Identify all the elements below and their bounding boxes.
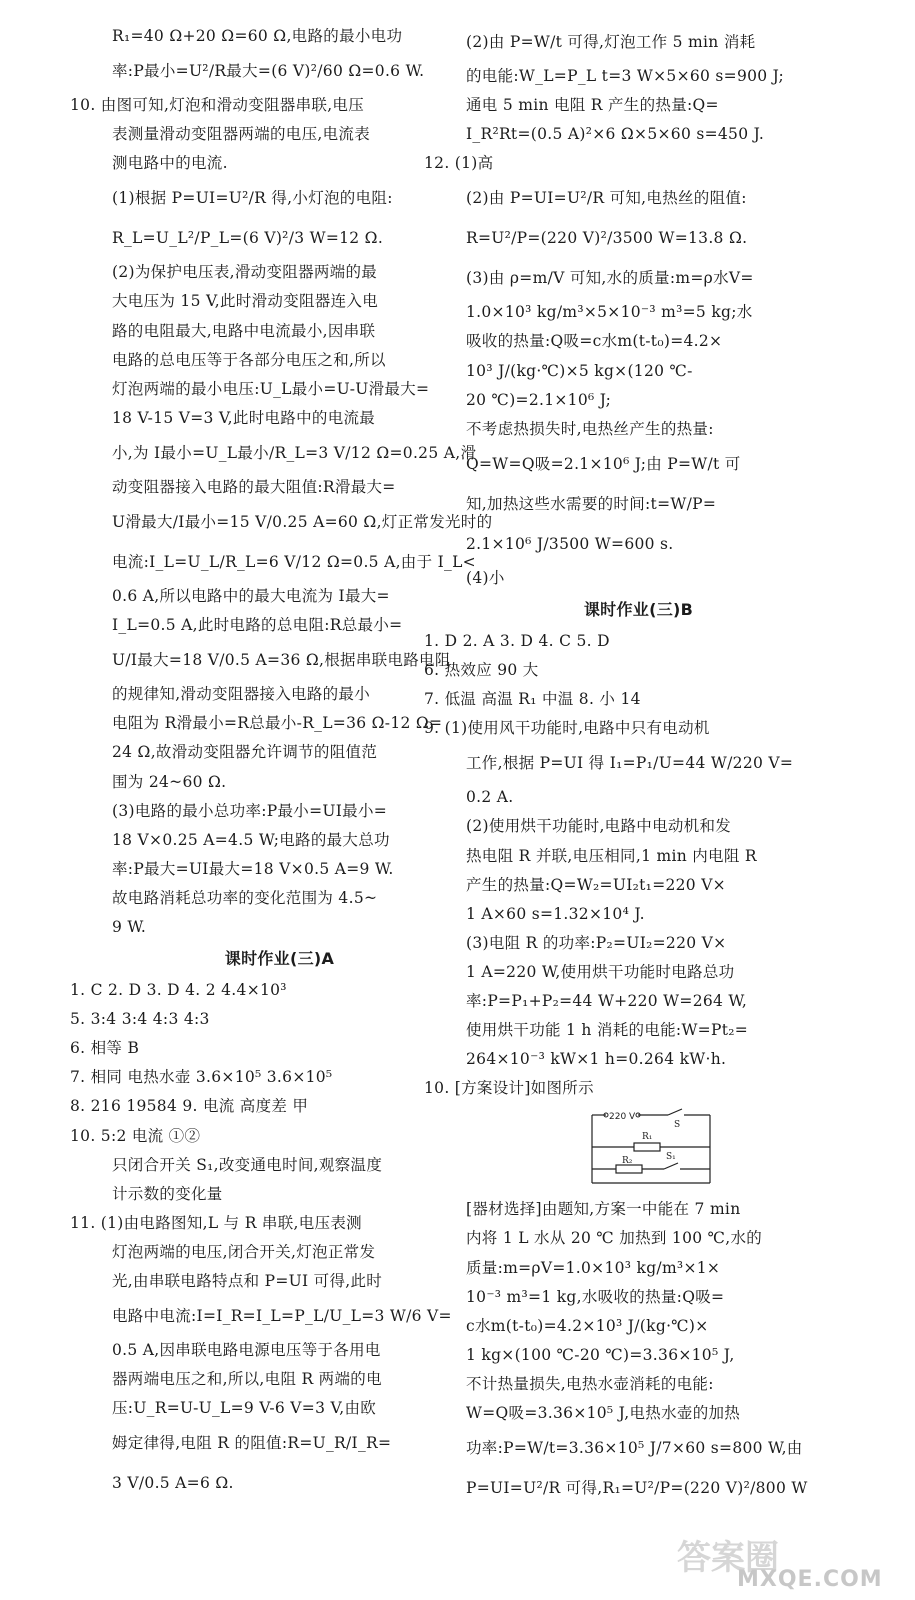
text-line: 18 V-15 V=3 V,此时电路中的电流最 (112, 408, 376, 427)
answer-line: 8. 216 19584 9. 电流 高度差 甲 (70, 1097, 309, 1116)
formula-line: P=UI=U²/R 可得,R₁=U²/P=(220 V)²/800 W (466, 1479, 808, 1498)
text-line: 0.2 A. (466, 788, 514, 807)
text-line: 压:U_R=U-U_L=9 V-6 V=3 V,由欧 (112, 1399, 377, 1418)
text-line: 计示数的变化量 (112, 1184, 223, 1203)
text-line: 灯泡两端的最小电压:U_L最小=U-U滑最大= (112, 379, 430, 398)
text-line: I_R²Rt=(0.5 A)²×6 Ω×5×60 s=450 J. (466, 125, 765, 144)
text-line: 率:P=P₁+P₂=44 W+220 W=264 W, (466, 991, 748, 1010)
answer-line: 1. C 2. D 3. D 4. 2 4.4×10³ (70, 981, 287, 1000)
formula-line: U/I最大=18 V/0.5 A=36 Ω,根据串联电路电阻 (112, 651, 451, 670)
text-line: 故电路消耗总功率的变化范围为 4.5~ (112, 888, 378, 907)
formula-line: 电流:I_L=U_L/R_L=6 V/12 Ω=0.5 A,由于 I_L< (112, 553, 476, 572)
text-line: 0.5 A,因串联电路电源电压等于各用电 (112, 1341, 381, 1360)
text-line: 1 kg×(100 ℃-20 ℃)=3.36×10⁵ J, (466, 1345, 735, 1364)
text-line: [器材选择]由题知,方案一中能在 7 min (466, 1200, 741, 1219)
answer-line: 6. 相等 B (70, 1039, 140, 1058)
section-heading-b: 课时作业(三)B (583, 599, 694, 619)
formula-line: 功率:P=W/t=3.36×10⁵ J/7×60 s=800 W,由 (466, 1439, 803, 1458)
text-line: c水m(t-t₀)=4.2×10³ J/(kg·℃)× (466, 1316, 709, 1335)
text-line: 的电能:W_L=P_L t=3 W×5×60 s=900 J; (466, 67, 785, 85)
text-line: 表测量滑动变阻器两端的电压,电流表 (112, 125, 371, 144)
answer-line: 10. 5:2 电流 ①② (70, 1126, 201, 1145)
text-line: W=Q吸=3.36×10⁵ J,电热水壶的加热 (466, 1404, 741, 1422)
text-line: 264×10⁻³ kW×1 h=0.264 kW·h. (466, 1050, 727, 1069)
text-line: 灯泡两端的电压,闭合开关,灯泡正常发 (112, 1242, 376, 1261)
text-line: 器两端电压之和,所以,电阻 R 两端的电 (112, 1370, 382, 1389)
text-line: 热电阻 R 并联,电压相同,1 min 内电阻 R (466, 846, 757, 865)
question-10: 10. 由图可知,灯泡和滑动变阻器串联,电压 (70, 96, 365, 115)
text-line: 1 A=220 W,使用烘干功能时电路总功 (466, 962, 735, 981)
text-line: 大电压为 15 V,此时滑动变阻器连入电 (112, 292, 378, 311)
formula-line: 姆定律得,电阻 R 的阻值:R=U_R/I_R= (112, 1434, 392, 1453)
text-line: 不考虑热损失时,电热丝产生的热量: (466, 419, 714, 438)
text-line: 只闭合开关 S₁,改变通电时间,观察温度 (112, 1155, 383, 1174)
text-line: 产生的热量:Q=W₂=UI₂t₁=220 V× (466, 875, 726, 894)
circuit-switch-s1: S₁ (666, 1152, 676, 1163)
question-12: 12. (1)高 (424, 154, 494, 173)
text-line: I_L=0.5 A,此时电路的总电阻:R总最小= (112, 616, 403, 635)
text-line: 率:P最小=U²/R最大=(6 V)²/60 Ω=0.6 W. (112, 62, 425, 81)
text-line: 0.6 A,所以电路中的最大电流为 I最大= (112, 587, 390, 606)
text-line: R₁=40 Ω+20 Ω=60 Ω,电路的最小电功 (112, 27, 403, 45)
formula-line: 2.1×10⁶ J/3500 W=600 s. (466, 534, 674, 553)
circuit-resistor-r2: R₂ (622, 1156, 633, 1167)
text-line: 电阻为 R滑最小=R总最小-R_L=36 Ω-12 Ω= (112, 714, 443, 733)
circuit-resistor-r1: R₁ (642, 1132, 653, 1143)
text-line: 通电 5 min 电阻 R 产生的热量:Q= (466, 96, 719, 115)
circuit-diagram (466, 1103, 811, 1195)
text-line: (3)电路的最小总功率:P最小=UI最小= (112, 801, 388, 820)
formula-line: (2)由 P=UI=U²/R 可知,电热丝的阻值: (466, 189, 747, 208)
text-line: 10⁻³ m³=1 kg,水吸收的热量:Q吸= (466, 1287, 725, 1306)
text-line: 不计热量损失,电热水壶消耗的电能: (466, 1374, 714, 1393)
circuit-source-label: 220 V (609, 1112, 636, 1123)
watermark (677, 1530, 887, 1592)
text-line: (3)电阻 R 的功率:P₂=UI₂=220 V× (466, 933, 727, 952)
text-line: 测电路中的电流. (112, 154, 228, 173)
circuit-diagram-svg (586, 1105, 716, 1193)
text-line: 内将 1 L 水从 20 ℃ 加热到 100 ℃,水的 (466, 1229, 763, 1248)
answer-line: 7. 相同 电热水壶 3.6×10⁵ 3.6×10⁵ (70, 1068, 333, 1087)
text-line: 的规律知,滑动变阻器接入电路的最小 (112, 685, 371, 704)
text-line: 9 W. (112, 917, 147, 936)
question-9: 9. (1)使用风干功能时,电路中只有电动机 (424, 719, 710, 738)
right-column (424, 22, 811, 1508)
question-11: 11. (1)由电路图知,L 与 R 串联,电压表测 (70, 1213, 362, 1232)
watermark-logo: 答案圈 (677, 1538, 779, 1578)
text-line: 吸收的热量:Q吸=c水m(t-t₀)=4.2× (466, 332, 723, 351)
watermark-site: MXQE.COM (737, 1567, 883, 1592)
formula-line: (2)由 P=W/t 可得,灯泡工作 5 min 消耗 (466, 33, 756, 51)
text-line: 路的电阻最大,电路中电流最小,因串联 (112, 321, 376, 340)
formula-line: 知,加热这些水需要的时间:t=W/P= (466, 494, 717, 513)
formula-line: R_L=U_L²/P_L=(6 V)²/3 W=12 Ω. (112, 229, 384, 248)
text-line: 电路的总电压等于各部分电压之和,所以 (112, 350, 386, 369)
text-line: 1.0×10³ kg/m³×5×10⁻³ m³=5 kg;水 (466, 303, 753, 322)
answer-line: 7. 低温 高温 R₁ 中温 8. 小 14 (424, 690, 641, 709)
section-heading-a: 课时作业(三)A (224, 949, 335, 969)
formula-line: 3 V/0.5 A=6 Ω. (112, 1474, 234, 1493)
formula-line: 电路中电流:I=I_R=I_L=P_L/U_L=3 W/6 V= (112, 1307, 452, 1326)
answer-line: 1. D 2. A 3. D 4. C 5. D (424, 631, 610, 650)
text-line: 使用烘干功能 1 h 消耗的电能:W=Pt₂= (466, 1021, 749, 1040)
formula-line: (3)由 ρ=m/V 可知,水的质量:m=ρ水V= (466, 269, 754, 288)
formula-line: Q=W=Q吸=2.1×10⁶ J;由 P=W/t 可 (466, 454, 741, 473)
answer-line: 5. 3:4 3:4 4:3 4:3 (70, 1010, 210, 1029)
text-line: 18 V×0.25 A=4.5 W;电路的最大总功 (112, 830, 390, 849)
text-line: 光,由串联电路特点和 P=UI 可得,此时 (112, 1272, 383, 1290)
text-line: 率:P最大=UI最大=18 V×0.5 A=9 W. (112, 859, 394, 878)
formula-line: 工作,根据 P=UI 得 I₁=P₁/U=44 W/220 V= (466, 754, 794, 773)
text-line: 质量:m=ρV=1.0×10³ kg/m³×1× (466, 1258, 721, 1277)
text-line: (2)为保护电压表,滑动变阻器两端的最 (112, 263, 378, 282)
text-line: (1)根据 P=UI=U²/R 得,小灯泡的电阻: (112, 189, 393, 208)
circuit-switch-s: S (674, 1120, 681, 1131)
formula-line: U滑最大/I最小=15 V/0.25 A=60 Ω,灯正常发光时的 (112, 513, 493, 532)
question-10-b: 10. [方案设计]如图所示 (424, 1079, 594, 1098)
text-line: (2)使用烘干功能时,电路中电动机和发 (466, 817, 732, 836)
formula-line: 小,为 I最小=U_L最小/R_L=3 V/12 Ω=0.25 A,滑 (112, 443, 477, 462)
text-line: (4)小 (466, 568, 505, 587)
answer-line: 6. 热效应 90 大 (424, 661, 539, 680)
text-line: 动变阻器接入电路的最大阻值:R滑最大= (112, 477, 396, 496)
text-line: 20 ℃)=2.1×10⁶ J; (466, 390, 612, 409)
formula-line: R=U²/P=(220 V)²/3500 W=13.8 Ω. (466, 229, 748, 248)
text-line: 10³ J/(kg·℃)×5 kg×(120 ℃- (466, 361, 693, 380)
text-line: 围为 24~60 Ω. (112, 772, 227, 791)
text-line: 1 A×60 s=1.32×10⁴ J. (466, 904, 645, 923)
text-line: 24 Ω,故滑动变阻器允许调节的阻值范 (112, 743, 378, 762)
